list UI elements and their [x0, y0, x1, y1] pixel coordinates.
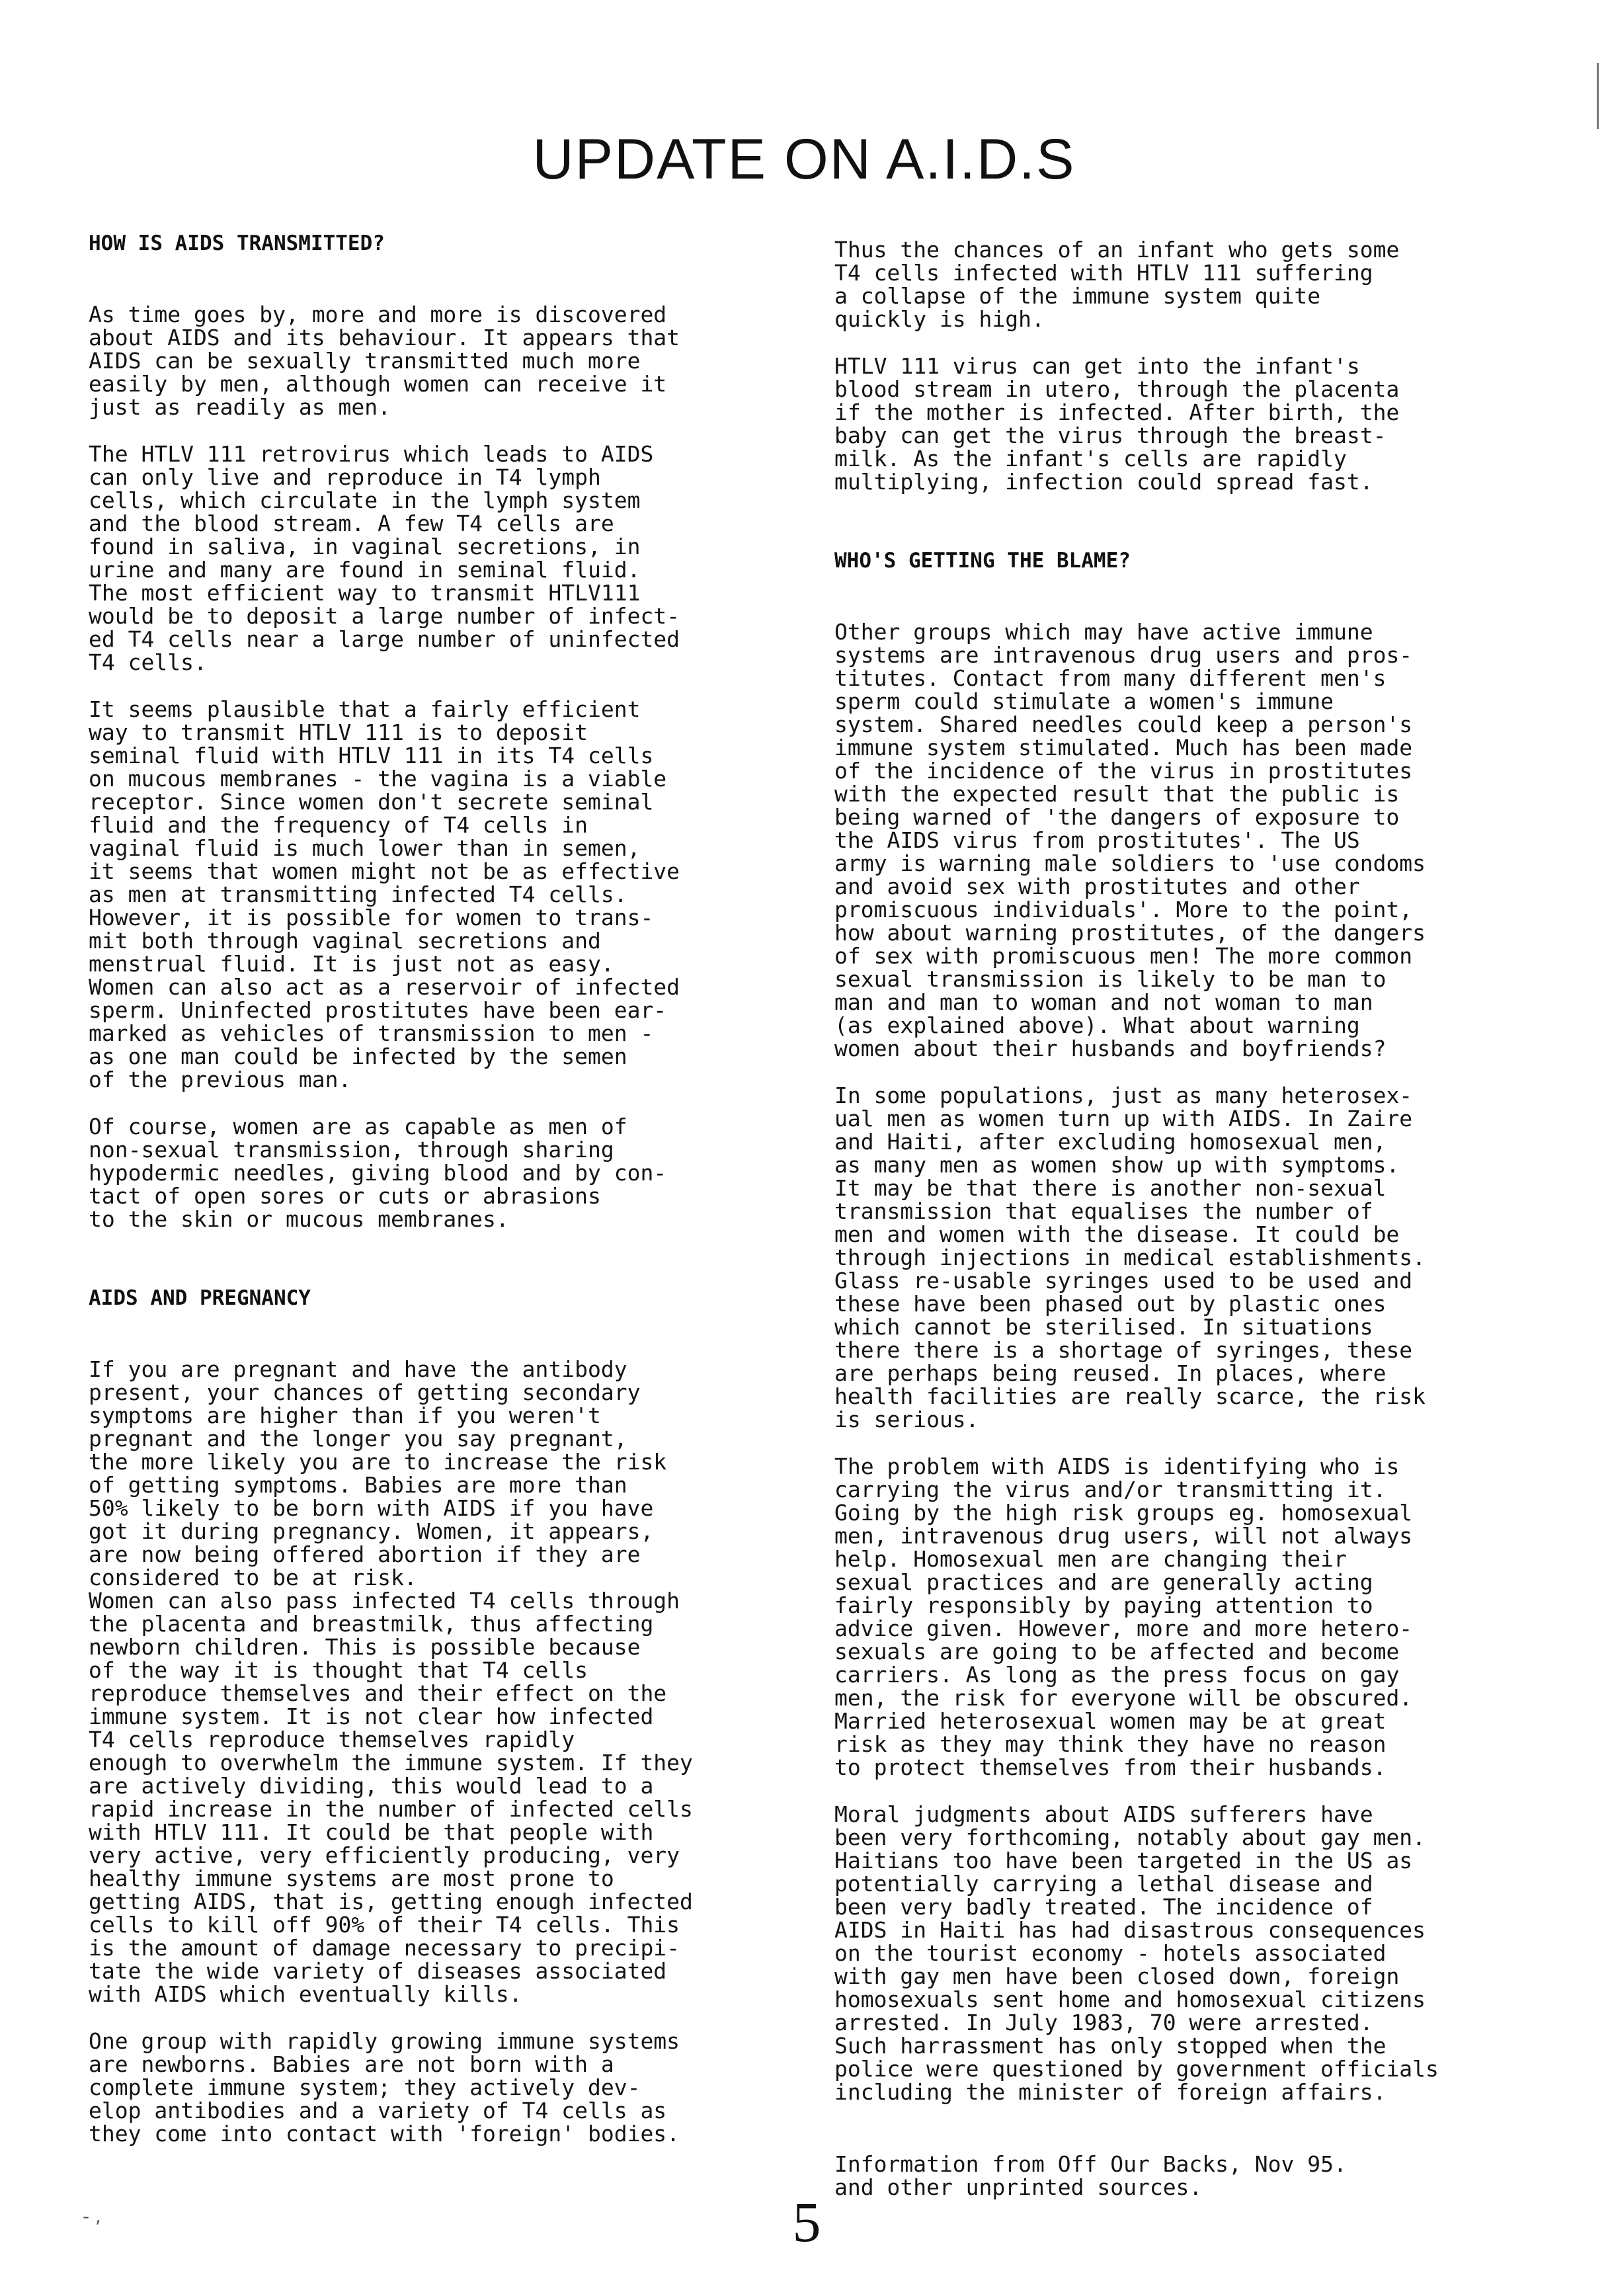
- paragraph: The problem with AIDS is identifying who is carrying the virus and/or transmitting it. Going by the high risk groups eg. homosexual men, intravenous drug users, will not always help. Homosexual men are changing their sexual practices and are generally acting fairly responsibly by paying attention to advice given. However, more and more hetero- sexuals are going to be affected and become carriers. As long as the press focus on gay men, the risk for everyone will be obscured. Married heterosexual women may be at great risk as they may think they have no reason to protect themselves from their husbands.: [834, 1454, 1413, 1780]
- page-title: UPDATE ON A.I.D.S: [532, 128, 1076, 191]
- paragraph: Women can also pass infected T4 cells through the placenta and breastmilk, thus affecting newborn children. This is possible because of the way it is thought that T4 cells reproduce themselves and their effect on the immune system. It is not clear how infected T4 cells reproduce themselves rapidly enough to overwhelm the immune system. If they are actively dividing, this would lead to a rapid increase in the number of infected cells with HTLV 111. It could be that people with very active, very efficiently producing, very healthy immune systems are most prone to getting AIDS, that is, getting enough infected cells to kill off 90% of their T4 cells. This is the amount of damage necessary to precipi- tate the wide variety of diseases associated with AIDS which eventually kills.: [89, 1588, 693, 2007]
- section-heading-transmission: HOW IS AIDS TRANSMITTED?: [89, 231, 385, 255]
- paragraph: In some populations, just as many heterosex- ual men as women turn up with AIDS. In Zaire and Haiti, after excluding homosexual men, as many men as women show up with symptoms. It may be that there is another non-sexual transmission that equalises the number of men and women with the disease. It could be through injections in medical establishments. Glass re-usable syringes used to be used and these have been phased out by plastic ones which cannot be sterilised. In situations there there is a shortage of syringes, these are perhaps being reused. In places, where health facilities are really scarce, the risk is serious.: [834, 1083, 1426, 1432]
- paragraph: Thus the chances of an infant who gets some T4 cells infected with HTLV 111 suffering a collapse of the immune system quite quickly is high.: [834, 237, 1400, 332]
- paragraph: Other groups which may have active immune systems are intravenous drug users and pros- titutes. Contact from many different men's sperm could stimulate a women's immune system. Shared needles could keep a person's immune system stimulated. Much has been made of the incidence of the virus in prostitutes with the expected result that the public is being warned of 'the dangers of exposure to the AIDS virus from prostitutes'. The US army is warning male soldiers to 'use condoms and avoid sex with prostitutes and other promiscuous individuals'. More to the point, how about warning prostitutes, of the dangers of sex with promiscuous men! The more common sexual transmission is likely to be man to man and man to woman and not woman to man (as explained above). What about warning women about their husbands and boyfriends?: [834, 619, 1426, 1061]
- paragraph: Moral judgments about AIDS sufferers have been very forthcoming, notably about gay men. Haitians too have been targeted in the US as potentially carrying a lethal disease and been very badly treated. The incidence of AIDS in Haiti has had disastrous consequences on the tourist economy - hotels associated with gay men have been closed down, foreign homosexuals sent home and homosexual citizens arrested. In July 1983, 70 were arrested. Such harrassment has only stopped when the police were questioned by government officials including the minister of foreign affairs.: [834, 1801, 1439, 2105]
- paragraph: As time goes by, more and more is discovered about AIDS and its behaviour. It appears that AIDS can be sexually transmitted much more easily by men, although women can receive it just as readily as men.: [89, 302, 680, 420]
- scan-edge-mark: [1597, 63, 1599, 129]
- paragraph: One group with rapidly growing immune systems are newborns. Babies are not born with a complete immune system; they actively dev- elop antibodies and a variety of T4 cells as they come into contact with 'foreign' bodies.: [89, 2028, 680, 2147]
- section-heading-pregnancy: AIDS AND PREGNANCY: [89, 1286, 311, 1310]
- paragraph: It seems plausible that a fairly efficient way to transmit HTLV 111 is to deposit seminal fluid with HTLV 111 in its T4 cells on mucous membranes - the vagina is a viable receptor. Since women don't secrete seminal fluid and the frequency of T4 cells in vaginal fluid is much lower than in semen, it seems that women might not be as effective as men at transmitting infected T4 cells. However, it is possible for women to trans- mit both through vaginal secretions and menstrual fluid. It is just not as easy. Women can also act as a reservoir of infected sperm. Uninfected prostitutes have been ear- marked as vehicles of transmission to men - as one man could be infected by the semen of the previous man.: [89, 696, 680, 1092]
- paragraph: Of course, women are as capable as men of non-sexual transmission, through sharing hypodermic needles, giving blood and by con- tact of open sores or cuts or abrasions to the skin or mucous membranes.: [89, 1114, 667, 1232]
- paragraph: If you are pregnant and have the antibody present, your chances of getting secondary symptoms are higher than if you weren't pregnant and the longer you say pregnant, the more likely you are to increase the risk of getting symptoms. Babies are more than 50% likely to be born with AIDS if you have got it during pregnancy. Women, it appears, are now being offered abortion if they are considered to be at risk.: [89, 1356, 667, 1590]
- page-number: 5: [792, 2190, 821, 2254]
- section-heading-blame: WHO'S GETTING THE BLAME?: [834, 549, 1131, 573]
- right-column: [834, 238, 1496, 2223]
- left-column: [89, 231, 750, 2169]
- scan-speck: - ,: [83, 2205, 101, 2227]
- paragraph: HTLV 111 virus can get into the infant's blood stream in utero, through the placenta if the mother is infected. After birth, the baby can get the virus through the breast- milk. As the infant's cells are rapidly multiplying, infection could spread fast.: [834, 353, 1400, 495]
- paragraph: The HTLV 111 retrovirus which leads to AIDS can only live and reproduce in T4 lymph cells, which circulate in the lymph system and the blood stream. A few T4 cells are found in saliva, in vaginal secretions, in urine and many are found in seminal fluid. The most efficient way to transmit HTLV111 would be to deposit a large number of infect- ed T4 cells near a large number of uninfected T4 cells.: [89, 441, 680, 675]
- source-credit: Information from Off Our Backs, Nov 95. and other unprinted sources.: [834, 2151, 1347, 2200]
